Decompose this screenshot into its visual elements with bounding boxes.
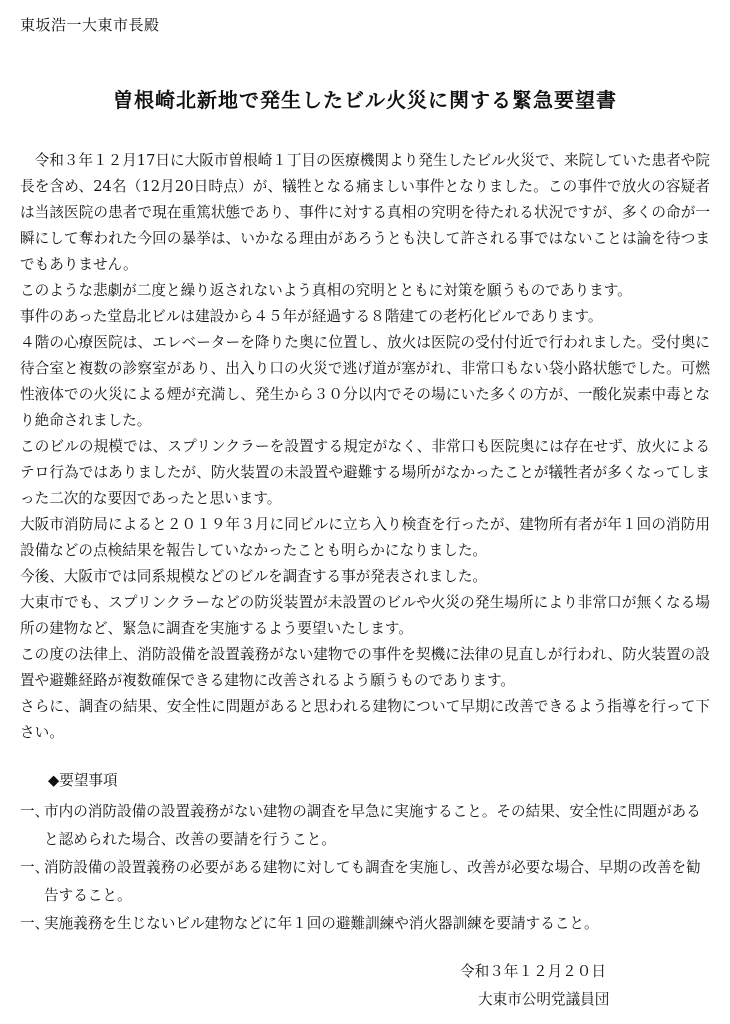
request-text: 実施義務を生じないビル建物などに年１回の避難訓練や消火器訓練を要請すること。 bbox=[44, 915, 599, 932]
request-bullet: 一、 bbox=[20, 803, 50, 820]
request-bullet: 一、 bbox=[20, 915, 50, 932]
paragraph: ４階の心療医院は、エレベーターを降りた奥に位置し、放火は医院の受付付近で行われました。受付奥に待合室と複数の診察室があり、出入り口の火災で逃げ道が塞がれ、非常口もない袋小路状態でした。可燃性液体での火災による煙が充満し、発生から３０分以内でその場にいた多くの方が、一酸化炭素中毒となり絶命されました。 bbox=[20, 334, 710, 429]
request-item bbox=[20, 910, 710, 938]
signatory: 大東市公明党議員団 bbox=[478, 991, 610, 1008]
paragraph: 大東市でも、スプリンクラーなどの防災装置が未設置のビルや火災の発生場所により非常口が無くなる場所の建物など、緊急に調査を実施するよう要望いたします。 bbox=[20, 594, 710, 637]
request-text: 市内の消防設備の設置義務がない建物の調査を早急に実施すること。その結果、安全性に問題があると認められた場合、改善の要請を行うこと。 bbox=[44, 803, 701, 848]
request-text: 消防設備の設置義務の必要がある建物に対しても調査を実施し、改善が必要な場合、早期の改善を勧告すること。 bbox=[44, 859, 701, 904]
document-date: 令和３年１２月２０日 bbox=[460, 963, 606, 980]
request-bullet: 一、 bbox=[20, 859, 50, 876]
request-item bbox=[20, 798, 710, 854]
requests-heading: ◆要望事項 bbox=[48, 772, 118, 789]
paragraph: 令和３年１２月17日に大阪市曽根崎１丁目の医療機関より発生したビル火災で、来院していた患者や院長を含め、24名（12月20日時点）が、犠牲となる痛ましい事件となりました。この事件で放火の容疑者は当該医院の患者で現在重篤状態であり、事件に対する真相の究明を待たれる状況ですが、多くの命が一瞬にして奪われた今回の暴挙は、いかなる理由があろうとも決して許される事ではないことは論を待つまでもありません。 bbox=[20, 152, 710, 273]
document-title: 曽根崎北新地で発生したビル火災に関する緊急要望書 bbox=[113, 88, 617, 112]
addressee: 東坂浩一大東市長殿 bbox=[20, 16, 160, 34]
paragraph: このビルの規模では、スプリンクラーを設置する規定がなく、非常口も医院奥には存在せず、放火によるテロ行為ではありましたが、防火装置の未設置や避難する場所がなかったことが犠牲者が多くなってしまった二次的な要因であったと思います。 bbox=[20, 438, 710, 507]
paragraph: 大阪市消防局によると２０１９年３月に同ビルに立ち入り検査を行ったが、建物所有者が年１回の消防用設備などの点検結果を報告していなかったことも明らかになりました。 bbox=[20, 516, 710, 559]
request-item bbox=[20, 854, 710, 910]
paragraph: 今後、大阪市では同系規模などのビルを調査する事が発表されました。 bbox=[20, 568, 488, 585]
paragraph: このような悲劇が二度と繰り返されないよう真相の究明とともに対策を願うものであります。 bbox=[20, 282, 632, 299]
document-body bbox=[20, 148, 710, 746]
closing-block bbox=[460, 958, 609, 1014]
paragraph: この度の法律上、消防設備を設置義務がない建物での事件を契機に法律の見直しが行われ、防火装置の設置や避難経路が複数確保できる建物に改善されるよう願うものであります。 bbox=[20, 646, 710, 689]
paragraph: 事件のあった堂島北ビルは建設から４５年が経過する８階建ての老朽化ビルであります。 bbox=[20, 308, 603, 325]
paragraph: さらに、調査の結果、安全性に問題があると思われる建物について早期に改善できるよう指導を行って下さい。 bbox=[20, 698, 710, 741]
requests-list bbox=[20, 798, 710, 938]
